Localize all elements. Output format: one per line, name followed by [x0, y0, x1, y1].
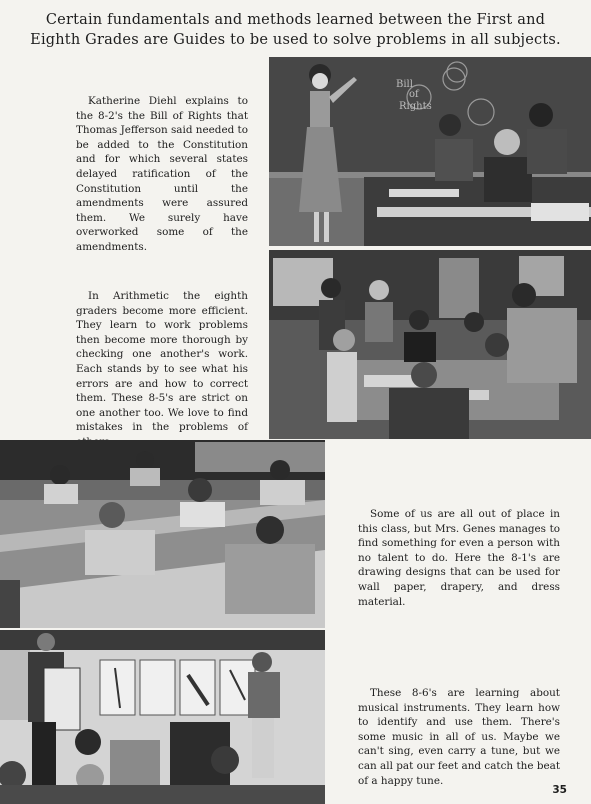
photo-music-class	[0, 630, 325, 804]
photo-arithmetic	[269, 250, 591, 439]
caption-music-class: These 8-6's are learning about musical instruments. They learn how to identify and use them. There's some music in all of us. Maybe we can't sing, even carry a tune, but we can all pat our feet and catch the beat of a happy tune.	[358, 687, 560, 787]
photo-art-class	[0, 440, 325, 628]
caption-bill-of-rights: Katherine Diehl explains to the 8-2's the Bill of Rights that Thomas Jefferson said needed to be added to the Constitution and for which several states delayed ratification of the Constitution until the amendments were assured them. We surely have overworked some of the amendments.	[76, 95, 248, 253]
chalkboard-word-rights: Rights	[399, 101, 432, 112]
caption-arithmetic: In Arithmetic the eighth graders become more efficient. They learn to work problems then become more thorough by checking one another's work. Each stands by to see what his errors are and how to correct them. These 8-5's are strict on one another too. We love to find mistakes in the problems of	[76, 290, 248, 434]
chalkboard-word-bill: Bill	[396, 79, 413, 90]
page-heading: Certain fundamentals and methods learned between the First and Eighth Grades are Guides to be used to solve problems in all subjects.	[30, 12, 561, 48]
photo-bill-of-rights	[269, 57, 591, 246]
page-number: 35	[552, 784, 567, 796]
caption-art-class: Some of us are all out of place in this class, but Mrs. Genes manages to find something for even a person with no talent to do. Here the 8-1's are drawing designs that can be used for wall paper, drapery, and dress material.	[358, 508, 560, 608]
chalkboard-word-of: of	[409, 89, 419, 100]
